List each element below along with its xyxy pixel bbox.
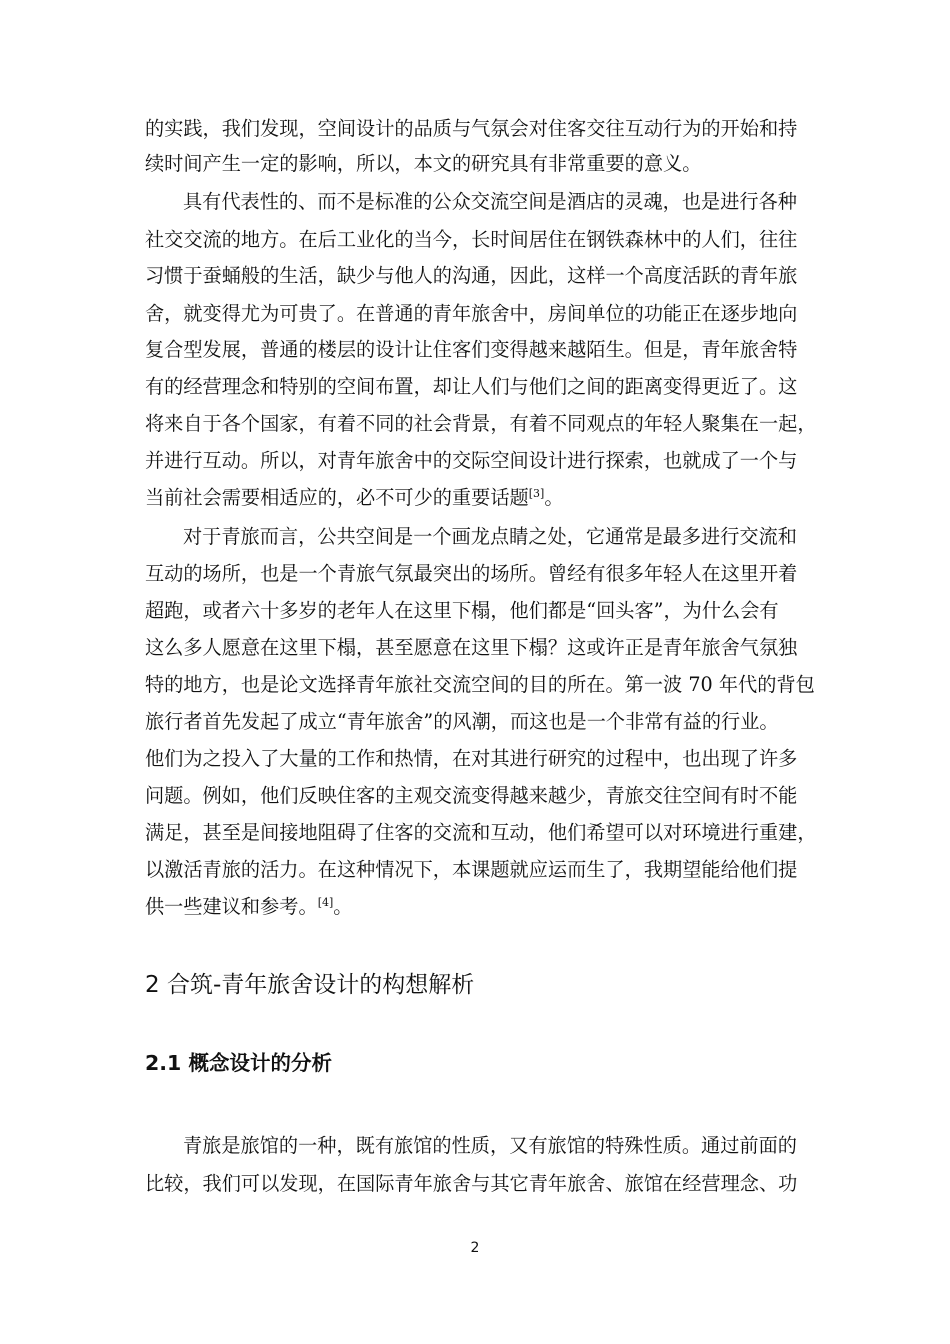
paragraph-line: 以激活青旅的活力。在这种情况下，本课题就应运而生了，我期望能给他们提: [145, 858, 798, 881]
citation-ref: [3]: [528, 487, 545, 500]
paragraph-line: 习惯于蚕蛹般的生活，缺少与他人的沟通，因此，这样一个高度活跃的青年旅: [145, 264, 798, 287]
subsection-heading: 2.1 概念设计的分析: [145, 1051, 332, 1075]
paragraph-line: 超跑，或者六十多岁的老年人在这里下榻，他们都是“回头客”，为什么会有: [145, 599, 779, 622]
paragraph-line: 将来自于各个国家，有着不同的社会背景，有着不同观点的年轻人聚集在一起，: [145, 412, 817, 435]
paragraph-tail: 。: [333, 895, 353, 918]
paragraph-line: 问题。例如，他们反映住客的主观交流变得越来越少，青旅交往空间有时不能: [145, 784, 798, 807]
paragraph-line: 互动的场所，也是一个青旅气氛最突出的场所。曾经有很多年轻人在这里开着: [145, 562, 798, 585]
paragraph-line: 有的经营理念和特别的空间布置，却让人们与他们之间的距离变得更近了。这: [145, 375, 798, 398]
paragraph-line: 舍，就变得尤为可贵了。在普通的青年旅舍中，房间单位的功能正在逐步地向: [145, 302, 798, 325]
paragraph-line: 比较，我们可以发现，在国际青年旅舍与其它青年旅舍、旅馆在经营理念、功: [145, 1172, 798, 1195]
paragraph-line: [145, 486, 564, 510]
paragraph-line: 续时间产生一定的影响，所以，本文的研究具有非常重要的意义。: [145, 152, 702, 175]
paragraph-line: 对于青旅而言，公共空间是一个画龙点睛之处，它通常是最多进行交流和: [183, 525, 797, 548]
paragraph-line: 旅行者首先发起了成立“青年旅舍”的风潮，而这也是一个非常有益的行业。: [145, 710, 779, 733]
paragraph-line: 这么多人愿意在这里下榻，甚至愿意在这里下榻？这或许正是青年旅舍气氛独: [145, 636, 798, 659]
paragraph-line: 具有代表性的、而不是标准的公众交流空间是酒店的灵魂，也是进行各种: [183, 190, 797, 213]
section-heading: 2 合筑-青年旅舍设计的构想解析: [145, 972, 475, 998]
paragraph-line: 复合型发展，普通的楼层的设计让住客们变得越来越陌生。但是，青年旅舍特: [145, 338, 798, 361]
paragraph-text: 当前社会需要相适应的，必不可少的重要话题: [145, 486, 529, 509]
paragraph-line: 的实践，我们发现，空间设计的品质与气氛会对住客交往互动行为的开始和持: [145, 117, 798, 140]
paragraph-line: 青旅是旅馆的一种，既有旅馆的性质，又有旅馆的特殊性质。通过前面的: [183, 1134, 797, 1157]
paragraph-line: 并进行互动。所以，对青年旅舍中的交际空间设计进行探索，也就成了一个与: [145, 449, 798, 472]
paragraph-line: 社交交流的地方。在后工业化的当今，长时间居住在钢铁森林中的人们，往往: [145, 228, 798, 251]
paragraph-line: 满足，甚至是间接地阻碍了住客的交流和互动，他们希望可以对环境进行重建，: [145, 821, 817, 844]
paragraph-text: 供一些建议和参考。: [145, 895, 318, 918]
paragraph-line: 他们为之投入了大量的工作和热情，在对其进行研究的过程中，也出现了许多: [145, 747, 798, 770]
paragraph-line: 特的地方，也是论文选择青年旅社交流空间的目的所在。第一波 70 年代的背包: [145, 673, 815, 696]
page-number: 2: [470, 1240, 480, 1256]
paragraph-line: [145, 895, 352, 919]
paragraph-tail: 。: [544, 486, 564, 509]
citation-ref: [4]: [317, 896, 334, 909]
